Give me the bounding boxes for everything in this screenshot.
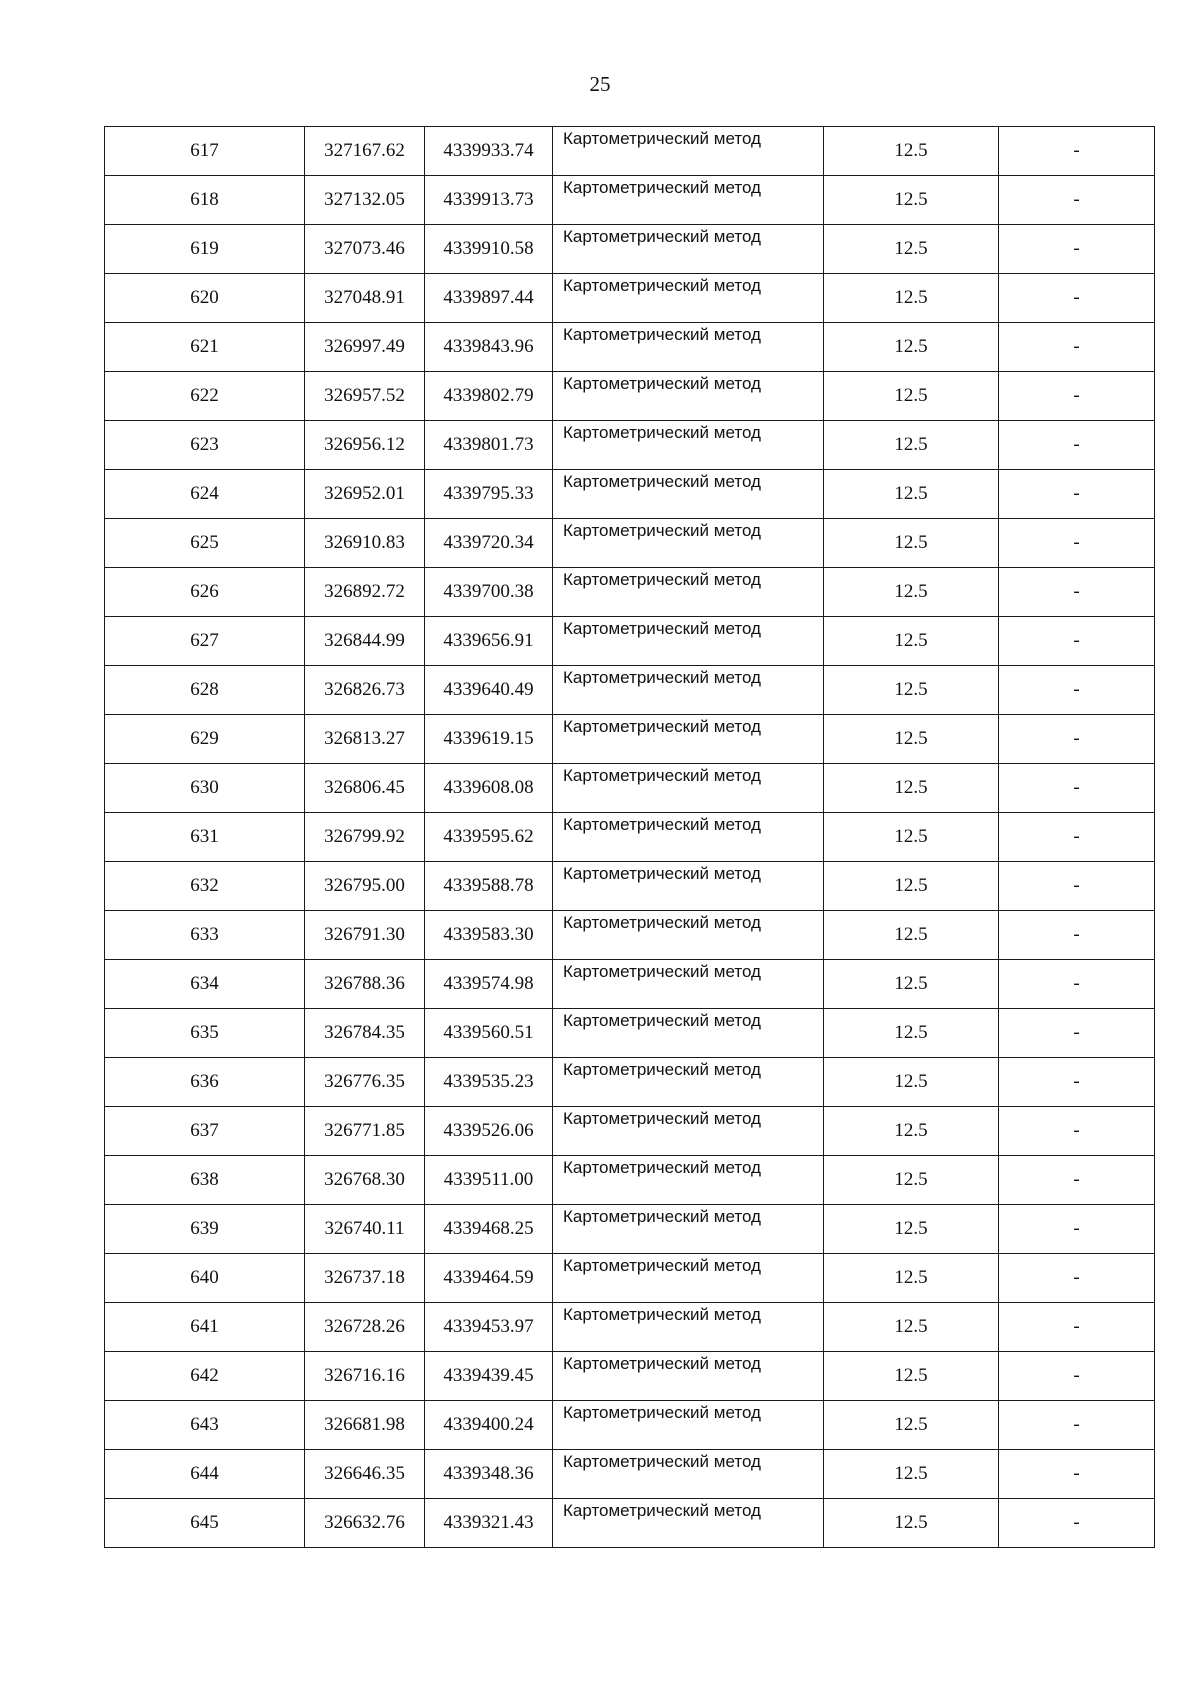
coordinates-table <box>104 126 1155 1548</box>
point-number-cell: 635 <box>105 1009 305 1058</box>
accuracy-cell: 12.5 <box>824 127 999 176</box>
y-coordinate-cell: 4339583.30 <box>425 911 553 960</box>
y-coordinate-cell: 4339595.62 <box>425 813 553 862</box>
point-number-cell: 639 <box>105 1205 305 1254</box>
accuracy-cell: 12.5 <box>824 421 999 470</box>
x-coordinate-cell: 326806.45 <box>305 764 425 813</box>
y-coordinate-cell: 4339910.58 <box>425 225 553 274</box>
table-row <box>105 323 1155 372</box>
y-coordinate-cell: 4339439.45 <box>425 1352 553 1401</box>
y-coordinate-cell: 4339640.49 <box>425 666 553 715</box>
description-cell: - <box>999 372 1155 421</box>
x-coordinate-cell: 326681.98 <box>305 1401 425 1450</box>
point-number-cell: 623 <box>105 421 305 470</box>
point-number-cell: 633 <box>105 911 305 960</box>
point-number-cell: 642 <box>105 1352 305 1401</box>
description-cell: - <box>999 274 1155 323</box>
table-row <box>105 862 1155 911</box>
x-coordinate-cell: 326768.30 <box>305 1156 425 1205</box>
point-number-cell: 622 <box>105 372 305 421</box>
method-cell: Картометрический метод <box>553 274 824 323</box>
accuracy-cell: 12.5 <box>824 1058 999 1107</box>
table-row <box>105 421 1155 470</box>
method-cell: Картометрический метод <box>553 1303 824 1352</box>
table-row <box>105 127 1155 176</box>
method-cell: Картометрический метод <box>553 813 824 862</box>
x-coordinate-cell: 326784.35 <box>305 1009 425 1058</box>
x-coordinate-cell: 326740.11 <box>305 1205 425 1254</box>
method-cell: Картометрический метод <box>553 1205 824 1254</box>
method-cell: Картометрический метод <box>553 666 824 715</box>
accuracy-cell: 12.5 <box>824 813 999 862</box>
description-cell: - <box>999 617 1155 666</box>
accuracy-cell: 12.5 <box>824 176 999 225</box>
table-row <box>105 960 1155 1009</box>
x-coordinate-cell: 327048.91 <box>305 274 425 323</box>
table-row <box>105 1303 1155 1352</box>
method-cell: Картометрический метод <box>553 1058 824 1107</box>
x-coordinate-cell: 326813.27 <box>305 715 425 764</box>
description-cell: - <box>999 1107 1155 1156</box>
x-coordinate-cell: 326892.72 <box>305 568 425 617</box>
accuracy-cell: 12.5 <box>824 372 999 421</box>
point-number-cell: 636 <box>105 1058 305 1107</box>
x-coordinate-cell: 326910.83 <box>305 519 425 568</box>
description-cell: - <box>999 1450 1155 1499</box>
accuracy-cell: 12.5 <box>824 666 999 715</box>
y-coordinate-cell: 4339933.74 <box>425 127 553 176</box>
x-coordinate-cell: 326737.18 <box>305 1254 425 1303</box>
method-cell: Картометрический метод <box>553 1450 824 1499</box>
x-coordinate-cell: 327132.05 <box>305 176 425 225</box>
point-number-cell: 645 <box>105 1499 305 1548</box>
point-number-cell: 617 <box>105 127 305 176</box>
accuracy-cell: 12.5 <box>824 1401 999 1450</box>
point-number-cell: 618 <box>105 176 305 225</box>
accuracy-cell: 12.5 <box>824 1156 999 1205</box>
coordinates-table-body <box>105 127 1155 1548</box>
point-number-cell: 641 <box>105 1303 305 1352</box>
description-cell: - <box>999 1254 1155 1303</box>
point-number-cell: 627 <box>105 617 305 666</box>
x-coordinate-cell: 326826.73 <box>305 666 425 715</box>
point-number-cell: 638 <box>105 1156 305 1205</box>
description-cell: - <box>999 1156 1155 1205</box>
y-coordinate-cell: 4339348.36 <box>425 1450 553 1499</box>
description-cell: - <box>999 1499 1155 1548</box>
x-coordinate-cell: 326795.00 <box>305 862 425 911</box>
table-row <box>105 176 1155 225</box>
table-row <box>105 911 1155 960</box>
y-coordinate-cell: 4339535.23 <box>425 1058 553 1107</box>
accuracy-cell: 12.5 <box>824 1303 999 1352</box>
description-cell: - <box>999 323 1155 372</box>
description-cell: - <box>999 127 1155 176</box>
y-coordinate-cell: 4339802.79 <box>425 372 553 421</box>
table-row <box>105 813 1155 862</box>
table-row <box>105 568 1155 617</box>
x-coordinate-cell: 326788.36 <box>305 960 425 1009</box>
description-cell: - <box>999 1058 1155 1107</box>
x-coordinate-cell: 326997.49 <box>305 323 425 372</box>
table-row <box>105 470 1155 519</box>
x-coordinate-cell: 327167.62 <box>305 127 425 176</box>
accuracy-cell: 12.5 <box>824 1450 999 1499</box>
x-coordinate-cell: 326957.52 <box>305 372 425 421</box>
point-number-cell: 644 <box>105 1450 305 1499</box>
y-coordinate-cell: 4339843.96 <box>425 323 553 372</box>
point-number-cell: 626 <box>105 568 305 617</box>
description-cell: - <box>999 470 1155 519</box>
x-coordinate-cell: 326952.01 <box>305 470 425 519</box>
x-coordinate-cell: 326646.35 <box>305 1450 425 1499</box>
description-cell: - <box>999 519 1155 568</box>
table-row <box>105 764 1155 813</box>
description-cell: - <box>999 568 1155 617</box>
accuracy-cell: 12.5 <box>824 519 999 568</box>
description-cell: - <box>999 225 1155 274</box>
table-row <box>105 1058 1155 1107</box>
point-number-cell: 628 <box>105 666 305 715</box>
method-cell: Картометрический метод <box>553 1009 824 1058</box>
table-row <box>105 1352 1155 1401</box>
method-cell: Картометрический метод <box>553 1107 824 1156</box>
y-coordinate-cell: 4339464.59 <box>425 1254 553 1303</box>
y-coordinate-cell: 4339321.43 <box>425 1499 553 1548</box>
y-coordinate-cell: 4339560.51 <box>425 1009 553 1058</box>
method-cell: Картометрический метод <box>553 764 824 813</box>
method-cell: Картометрический метод <box>553 715 824 764</box>
x-coordinate-cell: 326799.92 <box>305 813 425 862</box>
accuracy-cell: 12.5 <box>824 862 999 911</box>
table-row <box>105 372 1155 421</box>
method-cell: Картометрический метод <box>553 911 824 960</box>
point-number-cell: 630 <box>105 764 305 813</box>
description-cell: - <box>999 862 1155 911</box>
accuracy-cell: 12.5 <box>824 1499 999 1548</box>
point-number-cell: 637 <box>105 1107 305 1156</box>
table-row <box>105 1254 1155 1303</box>
accuracy-cell: 12.5 <box>824 1107 999 1156</box>
y-coordinate-cell: 4339801.73 <box>425 421 553 470</box>
accuracy-cell: 12.5 <box>824 1254 999 1303</box>
accuracy-cell: 12.5 <box>824 323 999 372</box>
x-coordinate-cell: 326771.85 <box>305 1107 425 1156</box>
description-cell: - <box>999 421 1155 470</box>
point-number-cell: 620 <box>105 274 305 323</box>
table-row <box>105 1401 1155 1450</box>
accuracy-cell: 12.5 <box>824 764 999 813</box>
point-number-cell: 634 <box>105 960 305 1009</box>
method-cell: Картометрический метод <box>553 225 824 274</box>
description-cell: - <box>999 1205 1155 1254</box>
y-coordinate-cell: 4339608.08 <box>425 764 553 813</box>
method-cell: Картометрический метод <box>553 127 824 176</box>
x-coordinate-cell: 326956.12 <box>305 421 425 470</box>
method-cell: Картометрический метод <box>553 519 824 568</box>
accuracy-cell: 12.5 <box>824 225 999 274</box>
description-cell: - <box>999 715 1155 764</box>
method-cell: Картометрический метод <box>553 1254 824 1303</box>
method-cell: Картометрический метод <box>553 862 824 911</box>
y-coordinate-cell: 4339795.33 <box>425 470 553 519</box>
accuracy-cell: 12.5 <box>824 715 999 764</box>
accuracy-cell: 12.5 <box>824 1352 999 1401</box>
table-row <box>105 666 1155 715</box>
point-number-cell: 621 <box>105 323 305 372</box>
point-number-cell: 629 <box>105 715 305 764</box>
table-row <box>105 617 1155 666</box>
description-cell: - <box>999 1401 1155 1450</box>
method-cell: Картометрический метод <box>553 1156 824 1205</box>
x-coordinate-cell: 326844.99 <box>305 617 425 666</box>
table-row <box>105 519 1155 568</box>
y-coordinate-cell: 4339913.73 <box>425 176 553 225</box>
x-coordinate-cell: 326776.35 <box>305 1058 425 1107</box>
accuracy-cell: 12.5 <box>824 617 999 666</box>
point-number-cell: 625 <box>105 519 305 568</box>
table-row <box>105 1205 1155 1254</box>
table-row <box>105 274 1155 323</box>
method-cell: Картометрический метод <box>553 323 824 372</box>
accuracy-cell: 12.5 <box>824 568 999 617</box>
point-number-cell: 632 <box>105 862 305 911</box>
description-cell: - <box>999 911 1155 960</box>
y-coordinate-cell: 4339588.78 <box>425 862 553 911</box>
description-cell: - <box>999 666 1155 715</box>
method-cell: Картометрический метод <box>553 1499 824 1548</box>
x-coordinate-cell: 326728.26 <box>305 1303 425 1352</box>
method-cell: Картометрический метод <box>553 1352 824 1401</box>
method-cell: Картометрический метод <box>553 176 824 225</box>
x-coordinate-cell: 326791.30 <box>305 911 425 960</box>
accuracy-cell: 12.5 <box>824 960 999 1009</box>
accuracy-cell: 12.5 <box>824 470 999 519</box>
table-row <box>105 1009 1155 1058</box>
page-number: 25 <box>589 72 611 96</box>
method-cell: Картометрический метод <box>553 470 824 519</box>
x-coordinate-cell: 327073.46 <box>305 225 425 274</box>
point-number-cell: 643 <box>105 1401 305 1450</box>
description-cell: - <box>999 1303 1155 1352</box>
method-cell: Картометрический метод <box>553 617 824 666</box>
method-cell: Картометрический метод <box>553 1401 824 1450</box>
accuracy-cell: 12.5 <box>824 274 999 323</box>
description-cell: - <box>999 1352 1155 1401</box>
description-cell: - <box>999 960 1155 1009</box>
method-cell: Картометрический метод <box>553 421 824 470</box>
y-coordinate-cell: 4339619.15 <box>425 715 553 764</box>
accuracy-cell: 12.5 <box>824 1009 999 1058</box>
y-coordinate-cell: 4339453.97 <box>425 1303 553 1352</box>
description-cell: - <box>999 764 1155 813</box>
y-coordinate-cell: 4339656.91 <box>425 617 553 666</box>
y-coordinate-cell: 4339511.00 <box>425 1156 553 1205</box>
method-cell: Картометрический метод <box>553 372 824 421</box>
description-cell: - <box>999 1009 1155 1058</box>
accuracy-cell: 12.5 <box>824 1205 999 1254</box>
table-row <box>105 225 1155 274</box>
table-row <box>105 1450 1155 1499</box>
y-coordinate-cell: 4339526.06 <box>425 1107 553 1156</box>
description-cell: - <box>999 176 1155 225</box>
point-number-cell: 619 <box>105 225 305 274</box>
y-coordinate-cell: 4339700.38 <box>425 568 553 617</box>
x-coordinate-cell: 326632.76 <box>305 1499 425 1548</box>
table-row <box>105 1499 1155 1548</box>
point-number-cell: 624 <box>105 470 305 519</box>
point-number-cell: 640 <box>105 1254 305 1303</box>
y-coordinate-cell: 4339468.25 <box>425 1205 553 1254</box>
y-coordinate-cell: 4339400.24 <box>425 1401 553 1450</box>
method-cell: Картометрический метод <box>553 960 824 1009</box>
accuracy-cell: 12.5 <box>824 911 999 960</box>
point-number-cell: 631 <box>105 813 305 862</box>
y-coordinate-cell: 4339897.44 <box>425 274 553 323</box>
y-coordinate-cell: 4339574.98 <box>425 960 553 1009</box>
table-row <box>105 1156 1155 1205</box>
table-row <box>105 715 1155 764</box>
table-row <box>105 1107 1155 1156</box>
x-coordinate-cell: 326716.16 <box>305 1352 425 1401</box>
method-cell: Картометрический метод <box>553 568 824 617</box>
y-coordinate-cell: 4339720.34 <box>425 519 553 568</box>
description-cell: - <box>999 813 1155 862</box>
